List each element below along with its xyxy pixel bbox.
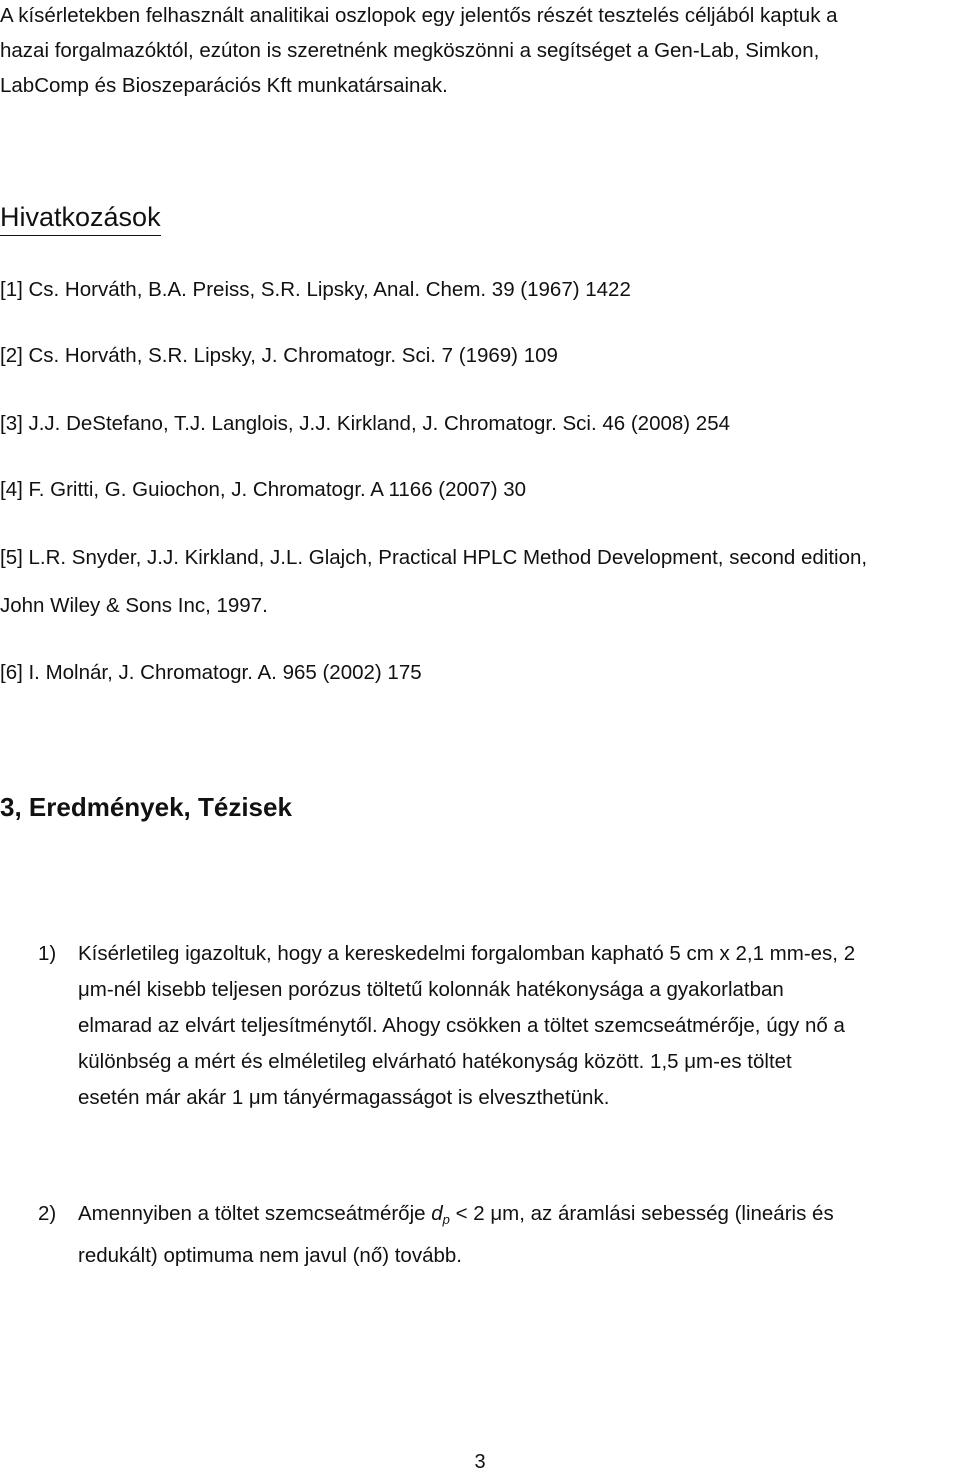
reference-item: [2] Cs. Horváth, S.R. Lipsky, J. Chromatogr. Sci. 7 (1969) 109 [0,344,558,367]
thesis-line: μm-nél kisebb teljesen porózus töltetű kolonnák hatékonysága a gyakorlatban [78,978,784,1001]
particle-diameter-subscript: p [442,1212,450,1227]
thesis-text [78,936,955,1116]
thesis-line: redukált) optimuma nem javul (nő) tovább. [78,1244,462,1267]
intro-paragraph [0,0,955,103]
reference-item-continuation: John Wiley & Sons Inc, 1997. [0,594,268,617]
intro-line: LabComp és Bioszeparációs Kft munkatársainak. [0,74,448,97]
particle-diameter-symbol: d [431,1202,443,1225]
intro-line: hazai forgalmazóktól, ezúton is szeretnénk megköszönni a segítséget a Gen-Lab, Simkon, [0,39,820,62]
thesis-text [78,1196,955,1274]
reference-item: [1] Cs. Horváth, B.A. Preiss, S.R. Lipsky, Anal. Chem. 39 (1967) 1422 [0,278,631,301]
page-number: 3 [474,1451,486,1473]
thesis-number: 1) [38,942,57,965]
reference-item: [5] L.R. Snyder, J.J. Kirkland, J.L. Glajch, Practical HPLC Method Development, second edition, [0,546,868,569]
thesis-text-fragment: < 2 μm, az áramlási sebesség (lineáris és [449,1202,834,1225]
reference-item: [3] J.J. DeStefano, T.J. Langlois, J.J. Kirkland, J. Chromatogr. Sci. 46 (2008) 254 [0,412,731,435]
thesis-line: elmarad az elvárt teljesítménytől. Ahogy csökken a töltet szemcseátmérője, úgy nő a [78,1014,845,1037]
thesis-item [0,1196,955,1276]
thesis-number: 2) [38,1202,57,1225]
thesis-item [0,936,955,1126]
thesis-line: Kísérletileg igazoltuk, hogy a kereskedelmi forgalomban kapható 5 cm x 2,1 mm-es, 2 [78,942,856,965]
results-heading: 3, Eredmények, Tézisek [0,792,292,822]
thesis-line: esetén már akár 1 μm tányérmagasságot is elveszthetünk. [78,1086,610,1109]
thesis-line: különbség a mért és elméletileg elvárható hatékonyság között. 1,5 μm-es töltet [78,1050,792,1073]
thesis-line [78,1196,955,1238]
intro-line: A kísérletekben felhasznált analitikai oszlopok egy jelentős részét tesztelés céljából kaptuk a [0,4,838,27]
references-heading: Hivatkozások [0,199,161,236]
thesis-text-fragment: Amennyiben a töltet szemcseátmérője [78,1202,432,1225]
reference-item: [6] I. Molnár, J. Chromatogr. A. 965 (2002) 175 [0,661,422,684]
reference-item: [4] F. Gritti, G. Guiochon, J. Chromatogr. A 1166 (2007) 30 [0,478,527,501]
